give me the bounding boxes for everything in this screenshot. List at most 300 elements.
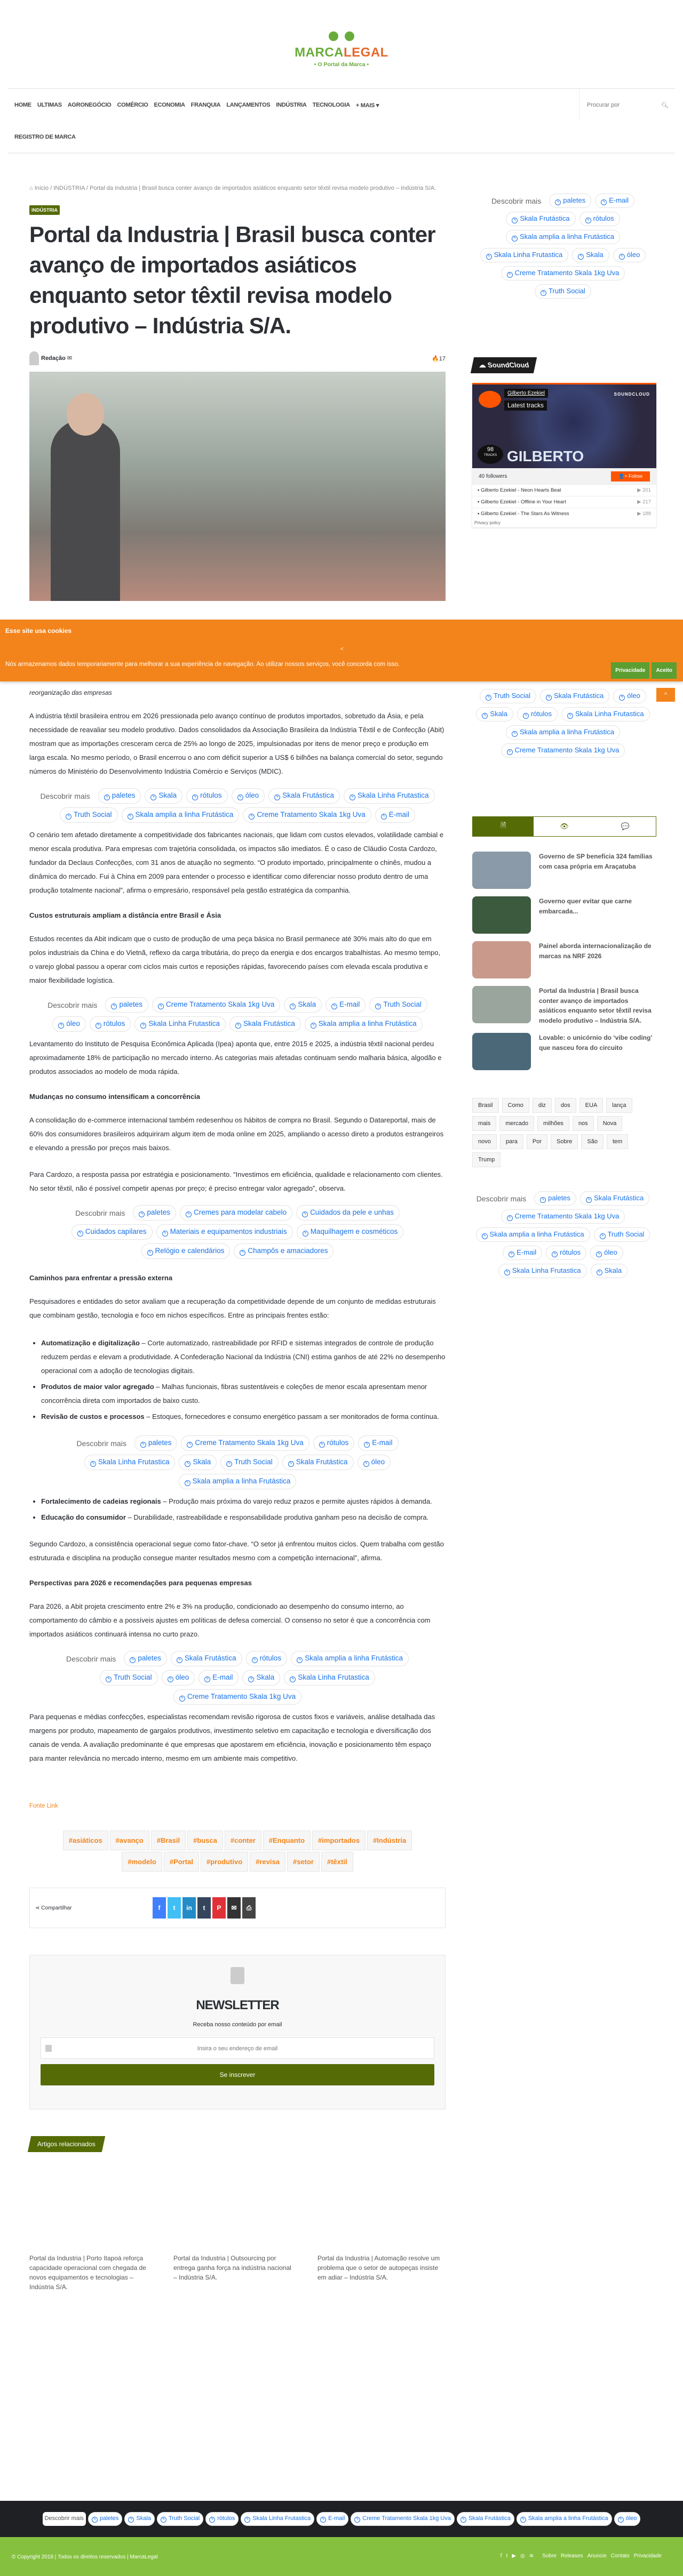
tag-importados[interactable]: #importados [312,1831,366,1850]
discover-pill-ro-tulos[interactable]: ϟ rótulos [313,1435,355,1451]
linkedin-icon: in [186,1904,192,1912]
discover-pill-skala[interactable]: ϟ Skala [572,248,609,262]
nav-item-registro-de-marca[interactable]: REGISTRO DE MARCA [14,134,76,140]
discover-pill-skala-linha-frutastica[interactable]: ϟ Skala Linha Frutastica [241,2512,314,2526]
discover-pill-skala[interactable]: ϟ Skala [591,1264,628,1278]
envelope-icon [45,2045,52,2052]
source-link[interactable]: Fonte Link [29,1803,58,1809]
bolt-icon: ϟ [303,1231,308,1237]
pinterest-icon: P [217,1904,221,1912]
discover-pill-ro-tulos[interactable]: ϟ rótulos [186,788,228,804]
discover-pill-creme-tratamento-skala-1kg-uva[interactable]: ϟ Creme Tratamento Skala 1kg Uva [351,2512,455,2526]
discover-more [29,1195,446,1260]
sidebar-post[interactable] [472,941,654,978]
discover-pill-champo-s-e-amaciadores[interactable]: ϟ Champôs e amaciadores [234,1243,333,1259]
discover-pill-ro-tulos[interactable]: ϟ rótulos [517,707,558,721]
discover-more [472,1191,654,1278]
discover-pill-skala-amplia-a-linha-fruta-stica[interactable]: ϟ Skala amplia a linha Frutástica [291,1651,409,1666]
social-icon[interactable]: ▶ [512,2553,517,2559]
bolt-icon: ϟ [274,795,280,800]
discover-pill-e-mail[interactable]: ϟ E-mail [325,997,366,1013]
discover-pill-skala-linha-frutastica[interactable]: ϟ Skala Linha Frutastica [561,707,650,721]
discover-pill-o-leo[interactable]: ϟ óleo [358,1455,391,1470]
bolt-icon: ϟ [619,695,625,701]
discover-pill-skala-fruta-stica[interactable]: ϟ Skala Frutástica [229,1016,301,1032]
print-icon: ⎙ [246,1904,252,1912]
discover-pill-creme-tratamento-skala-1kg-uva[interactable]: ϟ Creme Tratamento Skala 1kg Uva [501,743,625,758]
discover-pill-truth-social[interactable]: ϟ Truth Social [594,1227,650,1242]
paragraph: Para pequenas e médias confecções, especialistas recomendam revisão rigorosa de custos fixos e variáveis, análise detalhada das margens por produto, mapeamento de gargalos produtivos, investimento seletivo em capacitação e tecnologia e diversificação dos canais de venda. A avaliação predominante é que empresas que apostarem em eficiência, inovação e posicionamento têm espaço para manter relevância no mercado interno, mesmo em um ambiente mais competitivo. [29,1713,435,1762]
discover-pill-e-mail[interactable]: ϟ E-mail [595,194,634,208]
follow-button[interactable]: 👤+ Follow [611,471,650,482]
discover-pill-skala-amplia-a-linha-fruta-stica[interactable]: ϟ Skala amplia a linha Frutástica [517,2512,612,2526]
discover-more [29,779,446,824]
bolt-icon: ϟ [596,1251,602,1257]
track-row[interactable] [472,508,656,519]
bolt-icon: ϟ [507,749,513,755]
discover-label: Descobrir mais [43,2512,86,2526]
discover-pill-skala-amplia-a-linha-fruta-stica[interactable]: ϟ Skala amplia a linha Frutástica [506,230,620,244]
site-footer [0,2537,683,2576]
nav-item-come-rcio[interactable]: COMÉRCIO [117,102,148,108]
post-title[interactable]: Lovable: o unicórnio do ‘vibe coding’ que nasceu fora do circuito [539,1034,653,1052]
discover-pill-paletes[interactable]: ϟ paletes [534,1191,576,1206]
discover-label: Descobrir mais [75,1208,125,1217]
related-title: Artigos relacionados [37,2140,96,2148]
post-title[interactable]: Governo quer evitar que carne embarcada... [539,897,632,915]
discover-pill-ro-tulos[interactable]: ϟ rótulos [579,212,620,226]
bolt-icon: ϟ [331,1004,337,1009]
bolt-icon: ϟ [512,731,518,737]
site-logo[interactable] [0,0,683,88]
discover-pill-e-mail[interactable]: ϟ E-mail [316,2512,348,2526]
soundcloud-header [471,357,537,373]
cookie-title: Esse site usa cookies [5,627,72,635]
collapse-arrow-icon[interactable]: < [340,646,344,652]
author-link[interactable]: Redação [41,355,66,362]
discover-pill-skala-amplia-a-linha-fruta-stica[interactable]: ϟ Skala amplia a linha Frutástica [179,1474,297,1489]
sidebar-post[interactable] [472,852,654,889]
bolt-icon: ϟ [162,1231,168,1237]
list-item [41,1495,446,1508]
sidebar-post[interactable] [472,896,654,934]
share-pinterest-button[interactable] [212,1897,226,1919]
tag-asia-ticos[interactable]: #asiáticos [63,1831,108,1850]
track-row[interactable] [472,496,656,508]
tag-enquanto[interactable]: #Enquanto [263,1831,311,1850]
newsletter-title: NEWSLETTER [196,1998,279,2012]
track-plays: ▶ 217 [637,499,651,505]
nav-item-ultimas[interactable]: ULTIMAS [37,102,62,108]
social-icon[interactable]: ≋ [529,2553,534,2559]
newsletter-email-input[interactable] [41,2037,434,2059]
post-thumbnail[interactable] [472,941,531,978]
section-heading: Custos estruturais ampliam a distância entre Brasil e Ásia [29,911,221,919]
bolt-icon: ϟ [96,1023,101,1029]
discover-pill-skala-fruta-stica[interactable]: ϟ Skala Frutástica [457,2512,514,2526]
discover-pill-truth-social[interactable]: ϟ Truth Social [220,1455,279,1470]
bolt-icon: ϟ [185,1461,190,1467]
sidebar-post[interactable] [472,986,654,1025]
share-label: Compartilhar [41,1905,72,1911]
bolt-icon: ϟ [585,218,591,223]
footer-link-anuncie[interactable]: Anuncie [587,2553,607,2559]
site-header [0,0,683,154]
tag-cloud-item[interactable]: mais [472,1116,496,1131]
bolt-icon: ϟ [507,1215,513,1221]
discover-pill-cuidados-da-pele-e-unhas[interactable]: ϟ Cuidados da pele e unhas [296,1205,400,1221]
discover-pill-paletes[interactable]: ϟ paletes [105,997,148,1013]
discover-pill-cremes-para-modelar-cabelo[interactable]: ϟ Cremes para modelar cabelo [180,1205,292,1221]
discover-pill-ro-tulos[interactable]: ϟ rótulos [205,2512,239,2526]
tag-cloud-item[interactable]: São [581,1134,603,1149]
tag-setor[interactable]: #setor [287,1852,320,1872]
bolt-icon: ϟ [578,254,584,260]
bolt-icon: ϟ [235,1023,241,1029]
discover-pill-creme-tratamento-skala-1kg-uva[interactable]: ϟ Creme Tratamento Skala 1kg Uva [152,997,280,1013]
discover-pill-paletes[interactable]: ϟ paletes [98,788,141,804]
bullet-list [41,1336,446,1424]
accept-button[interactable]: Aceito [652,662,677,679]
soundcloud-user[interactable]: Gilberto Ezekiel [504,389,548,398]
copyright: © Copyright 2018 | Todos os direitos reservados | MarcaLegal [12,2554,158,2560]
facebook-icon: f [158,1904,161,1912]
nav-item-franquia[interactable]: FRANQUIA [190,102,221,108]
related-header [28,2136,105,2152]
sidebar-post[interactable] [472,1033,654,1070]
discover-pill-creme-tratamento-skala-1kg-uva[interactable]: ϟ Creme Tratamento Skala 1kg Uva [501,1209,625,1224]
discover-pill-skala-linha-frutastica[interactable]: ϟ Skala Linha Frutastica [498,1264,587,1278]
discover-pill-skala-fruta-stica[interactable]: ϟ Skala Frutástica [540,689,609,703]
discover-pill-e-mail[interactable]: ϟ E-mail [503,1246,542,1260]
bolt-icon: ϟ [192,795,198,800]
article [29,183,446,2292]
tag-cloud-item[interactable]: novo [472,1134,497,1149]
discover-pill-e-mail[interactable]: ϟ E-mail [198,1670,239,1686]
nav-item-agronego-cio[interactable]: AGRONEGÓCIO [67,102,112,108]
discover-pill-skala-linha-frutastica[interactable]: ϟ Skala Linha Frutastica [134,1016,226,1032]
tag-cloud-item[interactable]: Sobre [551,1134,578,1149]
bolt-icon: ϟ [567,713,573,719]
paragraph: A consolidação do e-commerce internacional também redesenhou os hábitos de compra no Brasil. Segundo o Datareportal, mais de 60% dos consumidores brasileiros adquiriram algum item de moda online em 2025, ampliando o acesso direto a produtos estrangeiros e elevando a pressão por preços mais baixos. [29,1116,444,1152]
share-facebook-button[interactable] [153,1897,166,1919]
tag-cloud-item[interactable]: diz [533,1098,552,1113]
privacy-button[interactable]: Privacidade [611,662,649,679]
post-title[interactable]: Portal da Industria | Brasil busca conter avanço de importados asiáticos enquanto setor têxtil revisa modelo produtivo – Indústria S/A. [539,987,652,1024]
bolt-icon: ϟ [619,254,625,260]
discover-pill-skala-amplia-a-linha-fruta-stica[interactable]: ϟ Skala amplia a linha Frutástica [506,725,620,740]
discover-pill-skala-amplia-a-linha-fruta-stica[interactable]: ϟ Skala amplia a linha Frutástica [122,807,240,823]
cookie-text: Nós armazenamos dados temporariamente para melhorar a sua experiência de navegação. Ao utilizar nossos serviços, você concorda com isso. [5,661,400,668]
discover-pill-creme-tratamento-skala-1kg-uva[interactable]: ϟ Creme Tratamento Skala 1kg Uva [181,1435,309,1451]
paragraph: Segundo Cardozo, a consistência operacional segue como fator-chave. “O setor já enfrentou muitos ciclos. Quem trabalha com gestão estruturada e disciplina na produção consegue manter resultados mesmo com a competição internacional”, afirma. [29,1540,444,1562]
nav-item-mais[interactable]: + MAIS ▾ [355,102,379,109]
discover-pill-skala-fruta-stica[interactable]: ϟ Skala Frutástica [282,1455,354,1470]
tab-comments[interactable] [595,817,656,836]
bolt-icon: ϟ [597,1270,602,1275]
tag-revisa[interactable]: #revisa [250,1852,285,1872]
list-item-text: – Estoques, fornecedores e consumo energético passam a ser monitorados de forma contínua. [144,1413,439,1421]
twitter-icon: t [173,1904,176,1912]
discover-pill-e-mail[interactable]: ϟ E-mail [358,1435,398,1451]
bolt-icon: ϟ [237,795,243,800]
discover-pill-creme-tratamento-skala-1kg-uva[interactable]: ϟ Creme Tratamento Skala 1kg Uva [243,807,371,823]
tag-cloud-item[interactable]: Por [527,1134,547,1149]
subscribe-button[interactable]: Se inscrever [41,2064,434,2085]
paragraph: O cenário tem afetado diretamente a competitividade dos fabricantes nacionais, que lidam com custos elevados, volatilidade cambial e menor escala produtiva. Para empresas com trajetória consolidada, os impactos são imediatos. É o caso de Cláudio Costa Cardozo, fundador da Declaus Confecções, com 31 anos de atuação no segmento. “O produto importado, principalmente o chinês, mudou a dinâmica do mercado. Fui à China em 2009 para entender o processo e identificar como diferenciar nosso produto dentro de uma produção totalmente nacional”, afirma o empresário, responsável pela gestão estratégica da companhia. [29,831,444,894]
tag-brasil[interactable]: #Brasil [151,1831,186,1850]
discover-label: Descobrir mais [76,1439,126,1448]
soundcloud-logo[interactable]: SOUNDCLOUD [614,392,650,397]
related-article[interactable]: Portal da Industria | Automação resolve um problema que o setor de autopeças insiste em adiar – Indústria S/A. [317,2254,440,2281]
bolt-icon: ϟ [482,713,488,719]
discover-pill-paletes[interactable]: ϟ paletes [134,1435,178,1451]
discover-pill-paletes[interactable]: ϟ paletes [88,2512,122,2526]
discover-pill-o-leo[interactable]: ϟ óleo [613,248,646,262]
search-icon[interactable]: 🔍︎ [661,102,669,109]
bolt-icon: ϟ [130,1657,136,1663]
discover-pill-skala[interactable]: ϟ Skala [242,1670,280,1686]
track-name: ▪ Gilberto Ezekiel - Neon Hearts Beat [478,487,561,493]
discover-pill-skala[interactable]: ϟ Skala [179,1455,217,1470]
discover-pill-materiais-e-equipamentos-industriais[interactable]: ϟ Materiais e equipamentos industriais [156,1224,293,1240]
privacy-policy-link[interactable]: Privacy policy [474,520,501,525]
tag-te-xtil[interactable]: #têxtil [321,1852,353,1872]
tag-cloud-item[interactable]: milhões [537,1116,569,1131]
tag-modelo[interactable]: #modelo [122,1852,162,1872]
tag-cloud-item[interactable]: nos [573,1116,594,1131]
featured-image [29,372,446,601]
discover-pill-creme-tratamento-skala-1kg-uva[interactable]: ϟ Creme Tratamento Skala 1kg Uva [173,1689,301,1705]
list-item-title: Revisão de custos e processos [41,1413,145,1421]
tag-cloud-item[interactable]: Como [502,1098,529,1113]
discover-pill-paletes[interactable]: ϟ paletes [549,194,591,208]
discover-pill-skala[interactable]: ϟ Skala [124,2512,155,2526]
tag-cloud [472,1098,648,1167]
paragraph: Levantamento do Instituto de Pesquisa Econômica Aplicada (Ipea) aponta que, entre 2015 e 2025, a indústria têxtil nacional perdeu aproximadamente 18% de participação no mercado interno. As categorias mais afetadas continuam sendo malharia básica, algodão e produtos associados ao modelo de moda rápida. [29,1040,442,1076]
discover-pill-skala-linha-frutastica[interactable]: ϟ Skala Linha Frutastica [84,1455,176,1470]
list-item [41,1410,446,1424]
discover-label: Descobrir mais [40,791,90,800]
share-email-button[interactable] [227,1897,241,1919]
footer-link-sobre[interactable]: Sobre [542,2553,557,2559]
discover-pill-ro-tulos[interactable]: ϟ rótulos [246,1651,288,1666]
bolt-icon: ϟ [168,1676,173,1682]
soundcloud-widget [472,383,656,527]
discover-pill-ro-tulos[interactable]: ϟ rótulos [90,1016,131,1032]
list-item [41,1336,446,1378]
latest-tracks-label: Latest tracks [504,400,547,411]
bolt-icon: ϟ [600,1233,606,1239]
nav-item-economia[interactable]: ECONOMIA [154,102,185,108]
discover-pill-e-mail[interactable]: ϟ E-mail [375,807,415,823]
discover-pill-relo-gio-e-calenda-rios[interactable]: ϟ Relógio e calendários [141,1243,231,1259]
discover-pill-skala[interactable]: ϟ Skala [145,788,182,804]
tag-indu-stria[interactable]: #Indústria [367,1831,412,1850]
email-icon: ✉ [231,1904,237,1912]
discover-pill-maquilhagem-e-cosme-ticos[interactable]: ϟ Maquilhagem e cosméticos [297,1224,404,1240]
bolt-icon: ϟ [364,1442,370,1448]
discover-pill-ro-tulos[interactable]: ϟ rótulos [546,1246,586,1260]
discover-pill-o-leo[interactable]: ϟ óleo [590,1246,623,1260]
bolt-icon: ϟ [161,2517,166,2523]
bolt-icon: ϟ [58,1023,64,1029]
tab-popular[interactable] [534,817,594,836]
play-button[interactable] [479,391,501,408]
discover-pill-truth-social[interactable]: ϟ Truth Social [369,997,427,1013]
share-bar [29,1888,446,1928]
breadcrumb[interactable]: ⌂ Início / INDÚSTRIA / Portal da Industria | Brasil busca conter avanço de importados asiáticos enquanto setor têxtil revisa modelo produtivo – Indústria S/A. [29,185,436,191]
tag-portal[interactable]: #Portal [164,1852,199,1872]
related-article[interactable]: Portal da Industria | Outsourcing por entrega ganha força na indústria nacional – Indústria S/A. [173,2254,291,2281]
discover-pill-creme-tratamento-skala-1kg-uva[interactable]: ϟ Creme Tratamento Skala 1kg Uva [501,266,625,280]
tag-busca[interactable]: #busca [187,1831,223,1850]
search-input[interactable] [579,89,675,121]
image-caption: reorganização das empresas [29,689,112,696]
post-title[interactable]: Painel aborda internacionalização de marcas na NRF 2026 [539,942,652,960]
post-thumbnail[interactable] [472,896,531,934]
discover-more [29,1641,446,1706]
bolt-icon: ϟ [158,1004,164,1009]
discover-pill-truth-social[interactable]: ϟ Truth Social [100,1670,158,1686]
list-item-title: Educação do consumidor [41,1513,126,1521]
bolt-icon: ϟ [540,1197,546,1203]
footer-link-releases[interactable]: Releases [560,2553,583,2559]
discover-pill-skala-linha-frutastica[interactable]: ϟ Skala Linha Frutastica [344,788,435,804]
discover-more [29,988,446,1033]
footer-link-privacidade[interactable]: Privacidade [633,2553,662,2559]
bolt-icon: ϟ [104,795,110,800]
list-item-text: – Produção mais próxima do varejo reduz prazos e permite ajustes rápidos à demanda. [161,1497,432,1505]
newsletter [29,1955,446,2109]
social-icon[interactable]: f [500,2553,502,2559]
post-thumbnail[interactable] [472,852,531,889]
nav-item-indu-stria[interactable]: INDÚSTRIA [276,102,307,108]
nav-item-home[interactable]: HOME [14,102,31,108]
track-plays: ▶ 188 [637,511,651,517]
discover-pill-skala[interactable]: ϟ Skala [284,997,322,1013]
bolt-icon: ϟ [354,2517,360,2523]
paragraph: A indústria têxtil brasileira entrou em 2026 pressionada pelo avanço contínuo de produtos importados, sobretudo da Ásia, e pela necessidade de reavaliar seu modelo produtivo. Dados consolidados da Associação Brasileira da Indústria Têxtil e de Confecção (Abit) mostram que as importações cresceram cerca de 25% ao longo de 2025, impulsionadas por itens de menor preço e produção em larga escala. No mesmo período, o Brasil encerrou o ano com déficit superior a US$ 6 bilhões na balança comercial do setor, segundo números do Ministério do Desenvolvimento Indústria Comércio e Serviços (MDIC). [29,712,444,775]
bolt-icon: ϟ [111,1004,117,1009]
discover-pill-truth-social[interactable]: ϟ Truth Social [480,689,536,703]
bolt-icon: ϟ [297,1657,303,1663]
logo-word-left: MARCA [295,45,344,60]
discover-pill-skala-amplia-a-linha-fruta-stica[interactable]: ϟ Skala amplia a linha Frutástica [476,1227,590,1242]
share-twitter-button[interactable] [168,1897,181,1919]
bolt-icon: ϟ [302,1211,308,1217]
bolt-icon: ϟ [381,814,387,820]
social-icon[interactable]: ◎ [520,2553,525,2559]
tag-cloud-item[interactable]: Nova [597,1116,623,1131]
tag-avanc-o[interactable]: #avanço [110,1831,149,1850]
email-placeholder: Insira o seu endereço de email [197,2045,278,2052]
post-thumbnail[interactable] [472,986,531,1023]
bolt-icon: ϟ [586,1197,592,1203]
bolt-icon: ϟ [66,814,72,820]
discover-pill-paletes[interactable]: ϟ paletes [124,1651,167,1666]
bolt-icon: ϟ [520,2517,526,2523]
bolt-icon: ϟ [139,1211,145,1217]
bolt-icon: ϟ [546,695,552,701]
tag-cloud-item[interactable]: para [500,1134,523,1149]
discover-pill-truth-social[interactable]: ϟ Truth Social [60,807,118,823]
category-badge[interactable]: INDÚSTRIA [29,205,60,215]
track-row[interactable] [472,484,656,496]
envelope-icon[interactable]: ✉ [67,355,73,362]
post-title[interactable]: Governo de SP beneficia 324 famílias com casa própria em Araçatuba [539,853,653,870]
discover-pill-o-leo[interactable]: ϟ óleo [614,2512,641,2526]
discover-pill-o-leo[interactable]: ϟ óleo [232,788,265,804]
discover-pill-truth-social[interactable]: ϟ Truth Social [535,284,591,299]
discover-pill-skala[interactable]: ϟ Skala [476,707,513,721]
track-plays: ▶ 201 [637,487,651,493]
discover-pill-skala-fruta-stica[interactable]: ϟ Skala Frutástica [268,788,340,804]
discover-pill-skala-fruta-stica[interactable]: ϟ Skala Frutástica [580,1191,649,1206]
tab-recent[interactable] [473,817,534,836]
tag-cloud-item[interactable]: tem [607,1134,628,1149]
share-tumblr-button[interactable] [197,1897,211,1919]
nav-item-lanc-amentos[interactable]: LANÇAMENTOS [226,102,271,108]
discover-pill-cuidados-capilares[interactable]: ϟ Cuidados capilares [72,1224,153,1240]
nav-item-tecnologia[interactable]: TECNOLOGIA [312,102,350,108]
discover-pill-paletes[interactable]: ϟ paletes [133,1205,176,1221]
tag-cloud-item[interactable]: lança [606,1098,632,1113]
tag-produtivo[interactable]: #produtivo [201,1852,248,1872]
bolt-icon: ϟ [290,1004,296,1009]
post-thumbnail[interactable] [472,1033,531,1070]
discover-label: Descobrir mais [476,1194,527,1203]
bolt-icon: ϟ [244,2517,250,2523]
discover-pill-skala-linha-frutastica[interactable]: ϟ Skala Linha Frutastica [284,1670,375,1686]
discover-pill-skala-fruta-stica[interactable]: ϟ Skala Frutástica [506,212,575,226]
bolt-icon: ϟ [512,236,518,242]
related-article[interactable]: Portal da Industria | Porto Itapoá reforça capacidade operacional com chegada de novos equipamentos e tecnologias – Indústria S/A. [29,2254,146,2291]
tag-conter[interactable]: #conter [225,1831,261,1850]
post-tags [29,1809,446,1872]
bolt-icon: ϟ [186,1211,192,1217]
discover-pill-skala-amplia-a-linha-fruta-stica[interactable]: ϟ Skala amplia a linha Frutástica [305,1016,423,1032]
tag-cloud-item[interactable]: EUA [579,1098,603,1113]
scroll-to-top-button[interactable]: ^ [656,688,675,702]
cloud-icon: ☁ [478,361,487,369]
bolt-icon: ϟ [252,1657,258,1663]
list-item-title: Fortalecimento de cadeias regionais [41,1497,161,1505]
bolt-icon: ϟ [541,290,546,296]
tag-cloud-item[interactable]: dos [555,1098,576,1113]
bolt-icon: ϟ [288,1461,294,1467]
tag-cloud-item[interactable]: Trump [472,1152,501,1167]
discover-pill-skala-fruta-stica[interactable]: ϟ Skala Frutástica [171,1651,242,1666]
discover-pill-o-leo[interactable]: ϟ óleo [52,1016,86,1032]
share-print-button[interactable] [242,1897,256,1919]
social-icon[interactable]: t [506,2553,508,2559]
discover-pill-o-leo[interactable]: ϟ óleo [162,1670,195,1686]
discover-pill-o-leo[interactable]: ϟ óleo [613,689,646,703]
paragraph: Para 2026, a Abit projeta crescimento entre 2% e 3% na produção, condicionado ao desempenho do consumo interno, ao comportamento do câmbio e a possíveis ajustes em políticas de defesa comercial. O consenso no setor é que a concorrência com importados asiáticos continuará intensa no curto prazo. [29,1602,431,1638]
bolt-icon: ϟ [363,1461,369,1467]
main-nav [8,88,675,154]
list-item-text: – Durabilidade, rastreabilidade e responsabilidade produtiva ganham peso na decisão de compra. [125,1513,429,1521]
discover-pill-skala-linha-frutastica[interactable]: ϟ Skala Linha Frutastica [480,248,569,262]
tag-cloud-item[interactable]: Brasil [472,1098,499,1113]
share-linkedin-button[interactable] [182,1897,196,1919]
section-heading: Perspectivas para 2026 e recomendações para pequenas empresas [29,1579,252,1587]
bolt-icon: ϟ [460,2517,466,2523]
tag-cloud-item[interactable]: mercado [499,1116,534,1131]
footer-link-contato[interactable]: Contato [610,2553,630,2559]
discover-pill-truth-social[interactable]: ϟ Truth Social [157,2512,203,2526]
